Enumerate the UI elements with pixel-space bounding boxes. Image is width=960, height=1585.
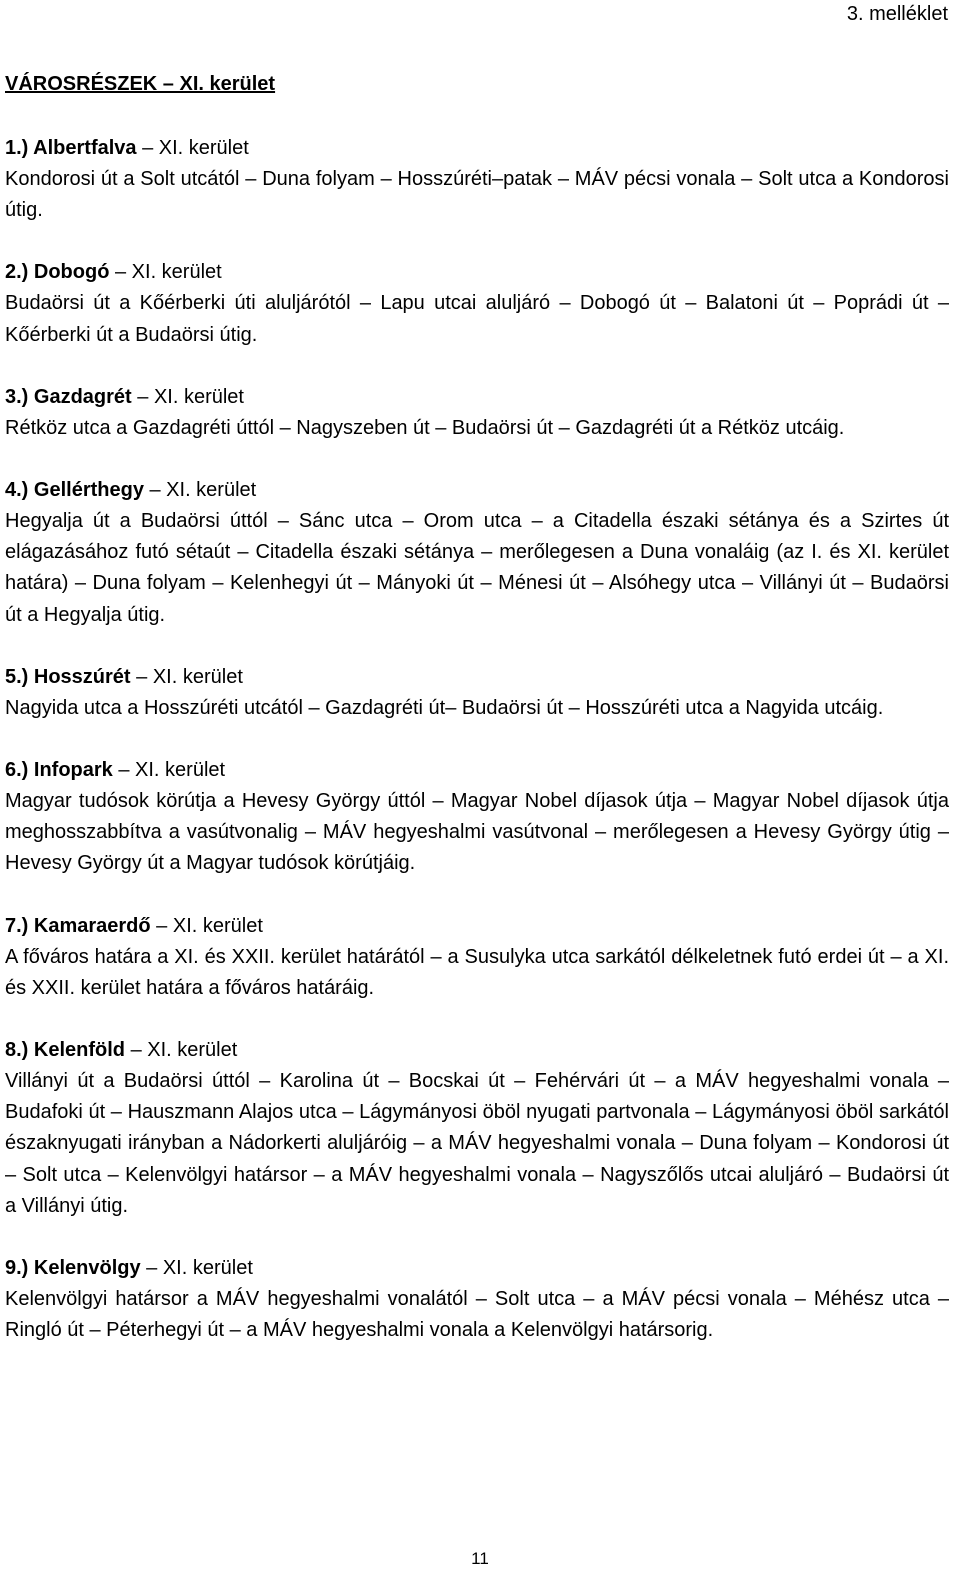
district-suffix: – XI. kerület <box>112 759 226 782</box>
district-boundary-text: Kondorosi út a Solt utcától – Duna folyam – Hosszúréti–patak – MÁV pécsi vonala – Solt utca a Kondorosi útig. <box>5 168 949 222</box>
district-name: 3.) Gazdagrét <box>5 385 132 408</box>
district-heading <box>5 257 949 288</box>
district-name: 5.) Hosszúrét <box>5 665 131 688</box>
district-boundary-text: A főváros határa a XI. és XXII. kerület határától – a Susulyka utca sarkától délkeletnek futó erdei út – a XI. és XXII. kerület határa a főváros határáig. <box>5 945 949 999</box>
district-boundary-text: Rétköz utca a Gazdagréti úttól – Nagyszeben út – Budaörsi út – Gazdagréti út a Rétköz utcáig. <box>5 416 845 439</box>
district-section-kamaraerdo <box>5 911 949 1004</box>
district-section-albertfalva <box>5 133 949 226</box>
district-suffix: – XI. kerület <box>125 1039 238 1062</box>
district-section-infopark <box>5 755 949 880</box>
document-title: VÁROSRÉSZEK – XI. kerület <box>5 73 276 95</box>
district-heading <box>5 475 949 506</box>
district-list <box>5 133 949 1377</box>
district-name: 1.) Albertfalva <box>5 137 137 159</box>
district-section-kelenfold <box>5 1035 949 1222</box>
district-suffix: – XI. kerület <box>140 1257 253 1280</box>
district-suffix: – XI. kerület <box>130 665 243 688</box>
district-suffix: – XI. kerület <box>143 479 257 502</box>
district-suffix: – XI. kerület <box>131 385 244 408</box>
district-name: 4.) Gellérthegy <box>5 479 144 502</box>
district-boundary-text: Nagyida utca a Hosszúréti utcától – Gazdagréti út– Budaörsi út – Hosszúréti utca a Nagyida utcáig. <box>5 696 884 719</box>
annex-label: 3. melléklet <box>846 3 948 25</box>
page-number: 11 <box>471 1549 489 1568</box>
district-suffix: – XI. kerület <box>150 914 263 937</box>
district-boundary-text: Hegyalja út a Budaörsi úttól – Sánc utca – Orom utca – a Citadella északi sétánya és a Szirtes út elágazásához futó sétaút – Citadella északi sétánya – merőlegesen a Duna vonaláig (az I. és XI. kerület határa) – Duna folyam – Kelenhegyi út – Mányoki út – Ménesi út – Alsóhegy utca – Villányi út – Budaörsi út a Hegyalja útig. <box>5 510 949 626</box>
district-suffix: – XI. kerület <box>136 137 249 159</box>
district-boundary-text: Villányi út a Budaörsi úttól – Karolina út – Bocskai út – Fehérvári út – a MÁV hegyeshalmi vonala – Budafoki út – Hauszmann Alajos utca – Lágymányosi öböl nyugati partvonala – Lágymányosi öböl sarkától északnyugati irányban a Nádorkerti aluljáróig – a MÁV hegyeshalmi vonala – Duna folyam – Kondorosi út – Solt utca – Kelenvölgyi határsor – a MÁV hegyeshalmi vonala – Nagyszőlős utcai aluljáró – Budaörsi út a Villányi útig. <box>5 1070 949 1217</box>
district-section-kelenvolgy <box>5 1253 949 1346</box>
district-name: 2.) Dobogó <box>5 261 110 284</box>
district-section-hosszuret <box>5 662 949 724</box>
district-heading <box>5 662 949 693</box>
district-heading <box>5 1035 949 1066</box>
district-suffix: – XI. kerület <box>109 261 222 284</box>
district-heading <box>5 1253 949 1284</box>
district-section-gazdagret <box>5 382 949 444</box>
district-boundary-text: Budaörsi út a Kőérberki úti aluljárótól – Lapu utcai aluljáró – Dobogó út – Balatoni út – Poprádi út – Kőérberki út a Budaörsi útig. <box>5 292 949 346</box>
district-heading <box>5 911 949 942</box>
district-name: 6.) Infopark <box>5 759 113 782</box>
district-name: 9.) Kelenvölgy <box>5 1257 141 1280</box>
district-section-dobogo <box>5 257 949 350</box>
district-heading <box>5 133 949 164</box>
district-name: 8.) Kelenföld <box>5 1039 126 1062</box>
district-boundary-text: Kelenvölgyi határsor a MÁV hegyeshalmi vonalától – Solt utca – a MÁV pécsi vonala – Méhész utca – Ringló út – Péterhegyi út – a MÁV hegyeshalmi vonala a Kelenvölgyi határsorig. <box>5 1288 949 1342</box>
district-heading <box>5 755 949 786</box>
district-heading <box>5 382 949 413</box>
district-name: 7.) Kamaraerdő <box>5 914 151 937</box>
district-section-gellerthegy <box>5 475 949 631</box>
district-boundary-text: Magyar tudósok körútja a Hevesy György úttól – Magyar Nobel díjasok útja – Magyar Nobel díjasok útja meghosszabbítva a vasútvonalig – MÁV hegyeshalmi vasútvonal – merőlegesen a Hevesy György útig – Hevesy György út a Magyar tudósok körútjáig. <box>5 790 949 875</box>
